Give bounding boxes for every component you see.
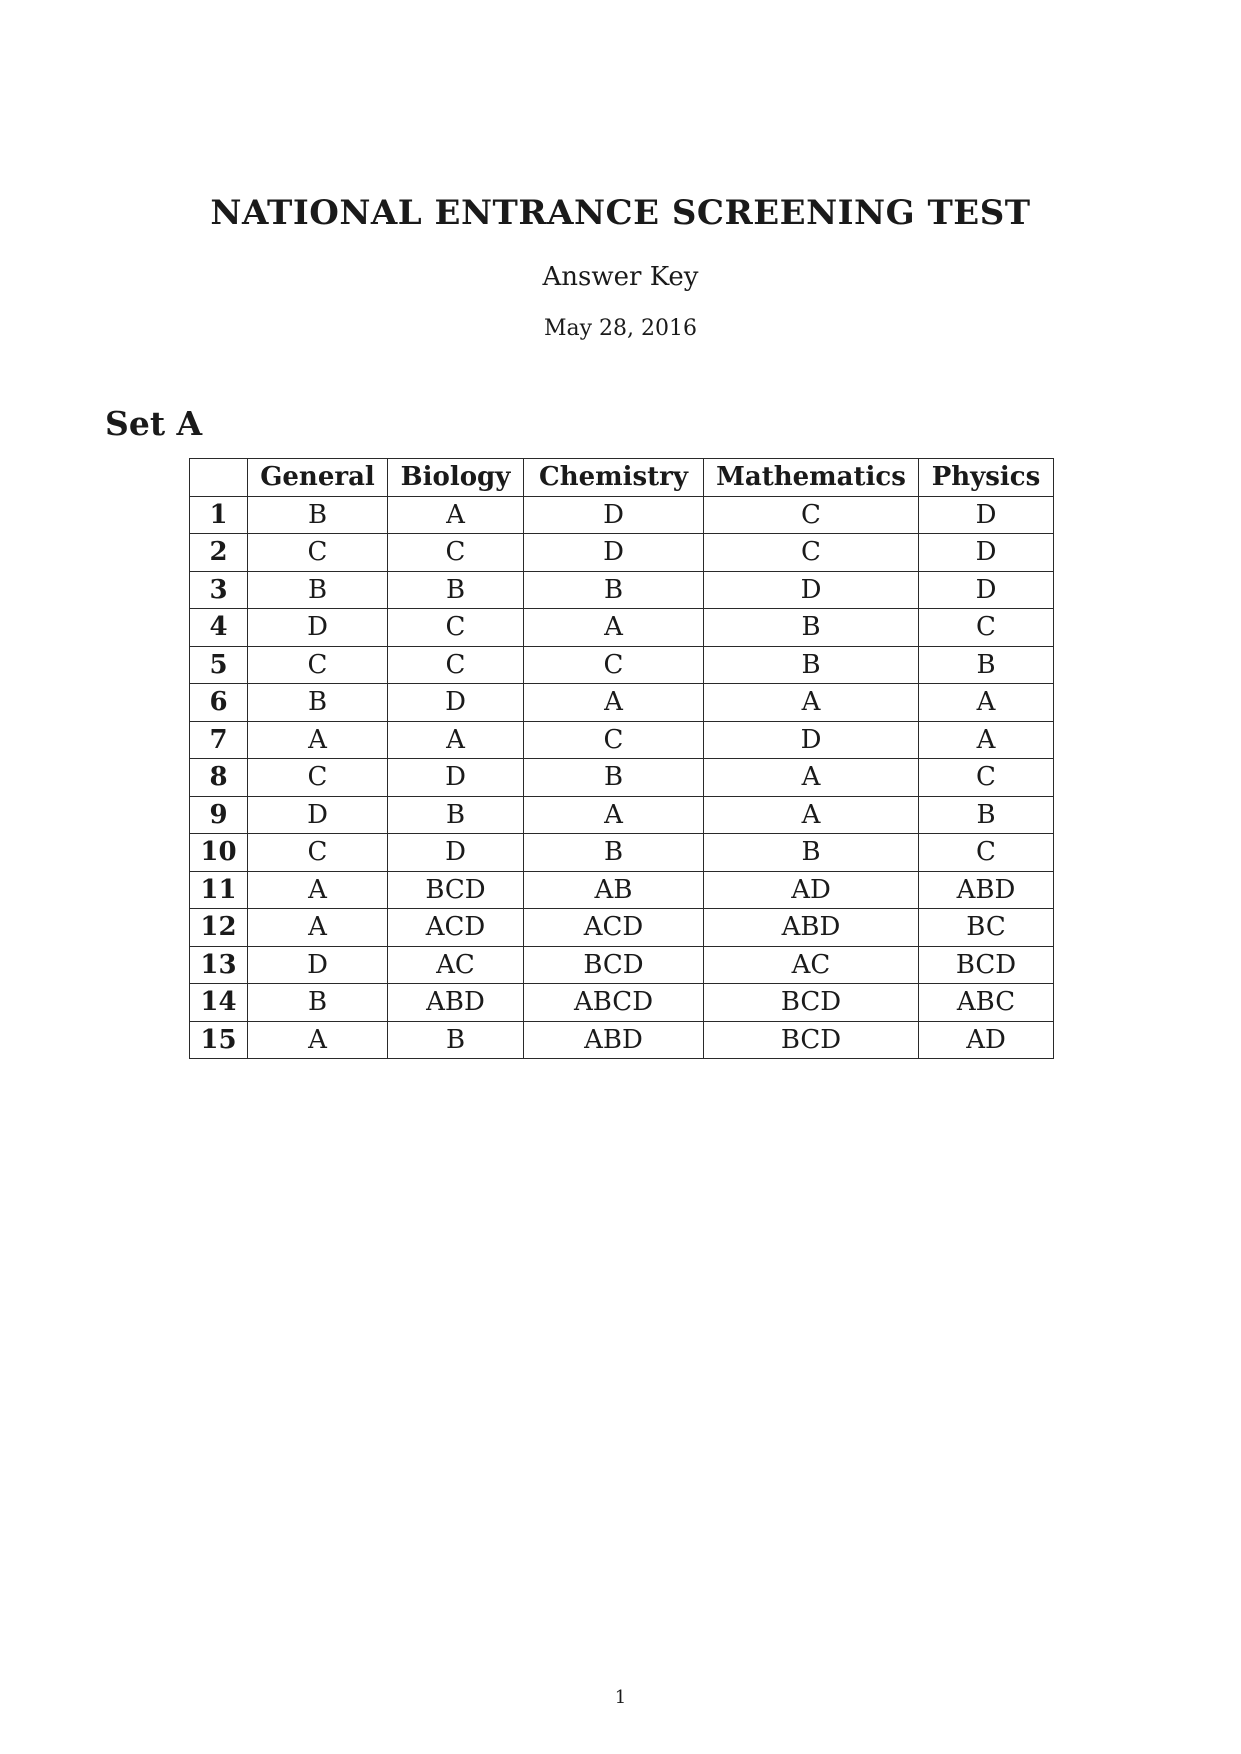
answer-cell: C <box>919 609 1054 647</box>
answer-cell: A <box>704 759 919 797</box>
answer-cell: A <box>524 609 704 647</box>
answer-cell: ABD <box>704 909 919 947</box>
answer-cell: A <box>248 1021 388 1059</box>
question-number: 7 <box>190 721 248 759</box>
answer-cell: AB <box>524 871 704 909</box>
table-row <box>190 946 1054 984</box>
table-row <box>190 871 1054 909</box>
question-number: 13 <box>190 946 248 984</box>
question-number: 9 <box>190 796 248 834</box>
answer-cell: C <box>704 534 919 572</box>
page-number: 1 <box>614 1687 627 1708</box>
answer-cell: BCD <box>388 871 524 909</box>
answer-cell: ABD <box>388 984 524 1022</box>
answer-cell: A <box>919 721 1054 759</box>
answer-cell: BCD <box>919 946 1054 984</box>
answer-cell: ABD <box>524 1021 704 1059</box>
answer-cell: D <box>524 496 704 534</box>
answer-cell: B <box>919 646 1054 684</box>
answer-cell: C <box>524 721 704 759</box>
answer-cell: B <box>388 571 524 609</box>
answer-cell: AC <box>388 946 524 984</box>
answer-cell: A <box>524 796 704 834</box>
table-row <box>190 646 1054 684</box>
answer-cell: D <box>919 496 1054 534</box>
table-row <box>190 684 1054 722</box>
answer-cell: A <box>248 721 388 759</box>
header-cell-chemistry: Chemistry <box>524 459 704 497</box>
table-row <box>190 796 1054 834</box>
answer-cell: B <box>524 759 704 797</box>
answer-cell: BCD <box>524 946 704 984</box>
answer-rows <box>190 496 1054 1059</box>
table-row <box>190 496 1054 534</box>
answer-cell: D <box>704 721 919 759</box>
answer-cell: AC <box>704 946 919 984</box>
answer-key-table <box>189 458 1054 1059</box>
answer-cell: A <box>388 721 524 759</box>
header-cell-physics: Physics <box>919 459 1054 497</box>
answer-cell: D <box>919 571 1054 609</box>
answer-cell: D <box>388 684 524 722</box>
header-cell-mathematics: Mathematics <box>704 459 919 497</box>
answer-cell: C <box>248 759 388 797</box>
document-subtitle: Answer Key <box>542 262 699 292</box>
header-cell-biology: Biology <box>388 459 524 497</box>
table-row <box>190 534 1054 572</box>
table-row <box>190 834 1054 872</box>
answer-cell: ABD <box>919 871 1054 909</box>
table-row <box>190 1021 1054 1059</box>
question-number: 14 <box>190 984 248 1022</box>
answer-cell: AD <box>919 1021 1054 1059</box>
answer-cell: D <box>248 609 388 647</box>
question-number: 2 <box>190 534 248 572</box>
answer-cell: B <box>704 834 919 872</box>
table-row <box>190 909 1054 947</box>
answer-cell: ABC <box>919 984 1054 1022</box>
question-number: 4 <box>190 609 248 647</box>
table-row <box>190 984 1054 1022</box>
answer-cell: C <box>704 496 919 534</box>
answer-cell: D <box>524 534 704 572</box>
question-number: 5 <box>190 646 248 684</box>
answer-cell: B <box>919 796 1054 834</box>
answer-cell: D <box>919 534 1054 572</box>
answer-cell: A <box>704 684 919 722</box>
answer-cell: D <box>388 759 524 797</box>
header-cell-general: General <box>248 459 388 497</box>
answer-cell: A <box>704 796 919 834</box>
answer-cell: C <box>388 609 524 647</box>
answer-cell: B <box>248 571 388 609</box>
question-number: 10 <box>190 834 248 872</box>
answer-cell: C <box>248 534 388 572</box>
answer-cell: A <box>388 496 524 534</box>
answer-cell: ACD <box>524 909 704 947</box>
answer-cell: B <box>388 796 524 834</box>
table-header-row <box>190 459 1054 497</box>
table-row <box>190 571 1054 609</box>
answer-cell: C <box>919 759 1054 797</box>
answer-cell: B <box>704 609 919 647</box>
document-date: May 28, 2016 <box>543 316 698 341</box>
answer-cell: ABCD <box>524 984 704 1022</box>
answer-cell: C <box>524 646 704 684</box>
answer-cell: B <box>248 984 388 1022</box>
answer-cell: C <box>388 646 524 684</box>
section-heading: Set A <box>105 404 203 443</box>
answer-cell: BCD <box>704 1021 919 1059</box>
question-number: 11 <box>190 871 248 909</box>
answer-cell: C <box>248 834 388 872</box>
answer-cell: D <box>248 946 388 984</box>
answer-cell: D <box>388 834 524 872</box>
question-number: 6 <box>190 684 248 722</box>
answer-cell: B <box>388 1021 524 1059</box>
question-number: 15 <box>190 1021 248 1059</box>
table-row <box>190 721 1054 759</box>
question-number: 12 <box>190 909 248 947</box>
answer-cell: B <box>704 646 919 684</box>
question-number: 1 <box>190 496 248 534</box>
answer-cell: BC <box>919 909 1054 947</box>
question-number: 3 <box>190 571 248 609</box>
answer-cell: B <box>248 684 388 722</box>
answer-cell: B <box>524 834 704 872</box>
question-number: 8 <box>190 759 248 797</box>
answer-cell: C <box>919 834 1054 872</box>
answer-cell: AD <box>704 871 919 909</box>
answer-cell: A <box>248 909 388 947</box>
table-row <box>190 759 1054 797</box>
answer-cell: ACD <box>388 909 524 947</box>
answer-cell: C <box>388 534 524 572</box>
answer-cell: A <box>919 684 1054 722</box>
answer-cell: C <box>248 646 388 684</box>
table-row <box>190 609 1054 647</box>
answer-cell: D <box>704 571 919 609</box>
document-title: NATIONAL ENTRANCE SCREENING TEST <box>210 193 1031 233</box>
header-cell-blank <box>190 459 248 497</box>
answer-cell: D <box>248 796 388 834</box>
answer-cell: A <box>248 871 388 909</box>
answer-cell: A <box>524 684 704 722</box>
answer-cell: B <box>248 496 388 534</box>
answer-cell: B <box>524 571 704 609</box>
answer-cell: BCD <box>704 984 919 1022</box>
